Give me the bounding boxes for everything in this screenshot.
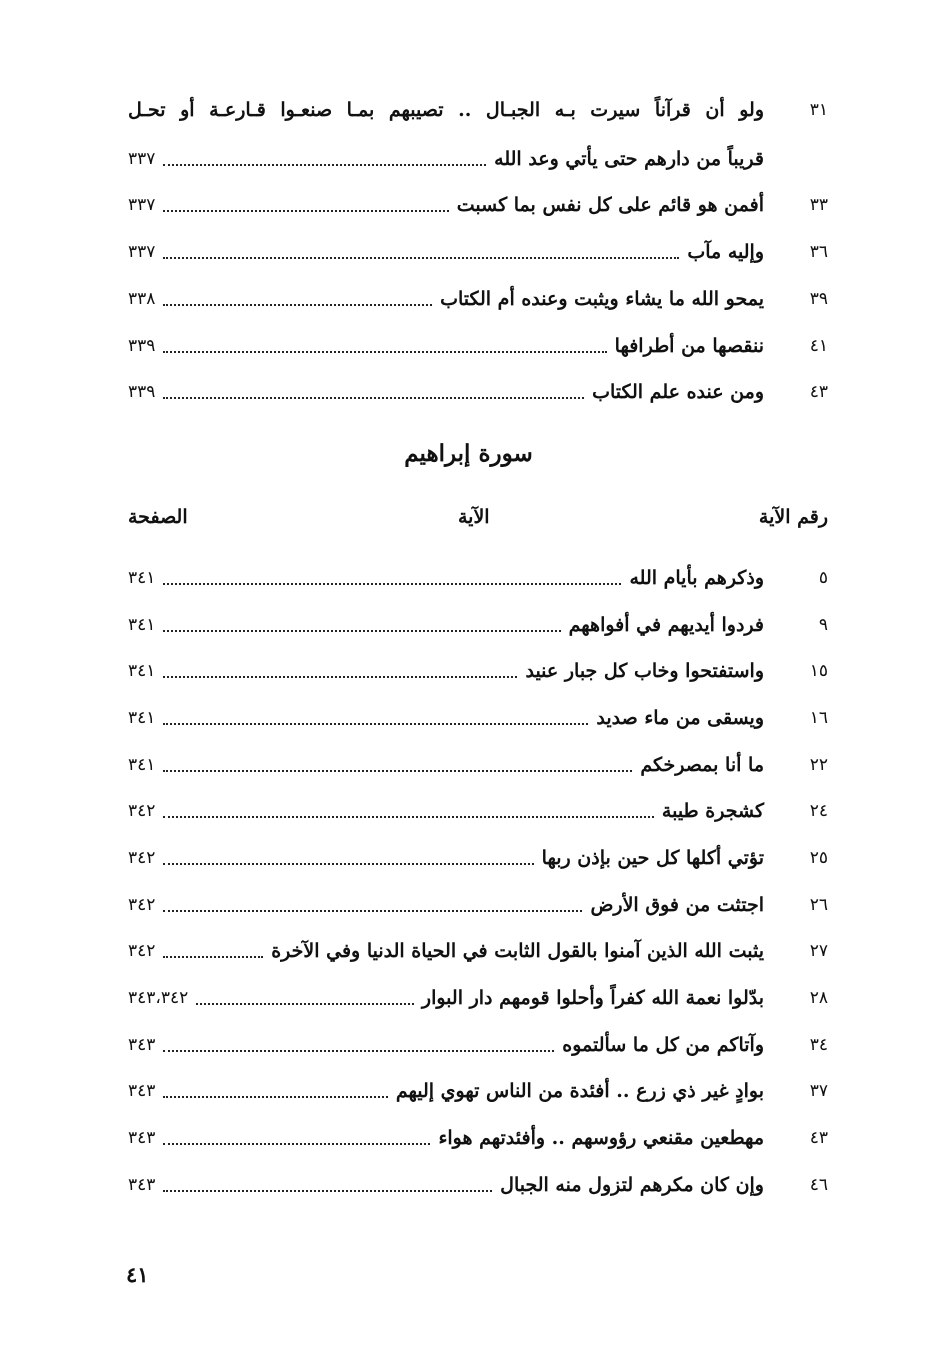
ayah-text: ما أنا بمصرخكم [640, 754, 764, 776]
ayah-text: اجتثت من فوق الأرض [590, 894, 764, 916]
page-number: ٤١ [126, 1262, 149, 1287]
index-entry [128, 605, 828, 645]
index-entry [128, 1071, 828, 1111]
leader-dots [163, 630, 560, 632]
leader-dots [163, 304, 432, 306]
index-entry [128, 931, 828, 971]
index-entry [128, 885, 828, 925]
index-entry [128, 978, 828, 1018]
page-reference: ٣٤١ [128, 615, 156, 635]
leader-dots [163, 257, 679, 259]
ayah-text: كشجرة طيبة [661, 800, 764, 822]
index-entry [128, 232, 828, 272]
page-reference: ٣٣٧ [128, 195, 156, 215]
page-reference: ٣٤١ [128, 661, 156, 681]
ayah-text: واستفتحوا وخاب كل جبار عنيد [525, 660, 764, 682]
ayah-text: أفمن هو قائم على كل نفس بما كسبت [456, 194, 764, 216]
ayah-number: ٤٣ [809, 382, 828, 402]
ayah-number: ٤٦ [809, 1175, 828, 1195]
page-reference: ٣٣٧ [128, 242, 156, 262]
page-reference: ٣٤٢ [128, 848, 156, 868]
leader-dots [196, 1003, 414, 1005]
page-reference: ٣٤٣ [128, 1081, 156, 1101]
leader-dots [163, 956, 263, 958]
page-reference: ٣٤٣ [128, 1175, 156, 1195]
page-reference: ٣٤٣ [128, 1035, 156, 1055]
ayah-text: وإن كان مكرهم لتزول منه الجبال [500, 1174, 764, 1196]
index-entry [128, 1025, 828, 1065]
leader-dots [163, 1190, 492, 1192]
ayah-text: مهطعين مقنعي رؤوسهم .. وأفئدتهم هواء [438, 1127, 764, 1149]
index-entry [128, 651, 828, 691]
ayah-number: ٢٦ [809, 895, 828, 915]
column-headers [128, 502, 828, 536]
index-entry [128, 279, 828, 319]
leader-dots [163, 863, 533, 865]
ayah-number: ٢٨ [809, 988, 828, 1008]
ayah-text: فردوا أيديهم في أفواههم [568, 614, 764, 636]
page-reference: ٣٤٣ [128, 1128, 156, 1148]
surah-title: سورة إبراهيم [404, 440, 533, 467]
ayah-text: بدّلوا نعمة الله كفراً وأحلوا قومهم دار البوار [421, 987, 764, 1009]
ayah-text: ولو أن قرآناً سيرت بـه الجبـال .. تصيبهم بمـا صنعـوا قـارعـة أو تحـل [128, 99, 764, 121]
leader-dots [163, 676, 517, 678]
ayah-number: ٢٥ [809, 848, 828, 868]
leader-dots [163, 1050, 554, 1052]
index-entry [128, 1165, 828, 1205]
ayah-number: ٣٦ [809, 242, 828, 262]
index-entry [128, 1118, 828, 1158]
ayah-number: ٣٣ [809, 195, 828, 215]
page-reference: ٣٣٨ [128, 289, 156, 309]
ayah-number: ٣٩ [809, 289, 828, 309]
ayah-text: وآتاكم من كل ما سألتموه [562, 1034, 764, 1056]
page-reference: ٣٤٢ [128, 941, 156, 961]
index-entry-continuation [128, 139, 828, 179]
ayah-text: بوادٍ غير ذي زرع .. أفئدة من الناس تهوي إليهم [395, 1080, 764, 1102]
ayah-text: يمحو الله ما يشاء ويثبت وعنده أم الكتاب [440, 288, 764, 310]
ayah-text: ومن عنده علم الكتاب [592, 381, 764, 403]
index-entry [128, 838, 828, 878]
leader-dots [163, 1096, 387, 1098]
page-reference: ٣٣٩ [128, 336, 156, 356]
index-entry [128, 90, 828, 130]
ayah-text: وذكرهم بأيام الله [629, 567, 764, 589]
index-entry [128, 558, 828, 598]
ayah-number: ٣٤ [809, 1035, 828, 1055]
ayah-number: ٢٤ [809, 801, 828, 821]
leader-dots [163, 770, 632, 772]
index-entry [128, 791, 828, 831]
leader-dots [163, 1143, 430, 1145]
ayah-text: تؤتي أكلها كل حين بإذن ربها [541, 847, 764, 869]
page-reference: ٣٤٢ [128, 895, 156, 915]
ayah-number: ١٥ [809, 661, 828, 681]
leader-dots [163, 397, 584, 399]
index-entry [128, 698, 828, 738]
ayah-number: ٥ [818, 568, 828, 588]
ayah-number: ٤٣ [809, 1128, 828, 1148]
ayah-number: ٤١ [809, 336, 828, 356]
page-reference: ٣٤٢ [128, 801, 156, 821]
index-entry [128, 185, 828, 225]
page-reference: ٣٣٧ [128, 149, 156, 169]
ayah-text: ننقصها من أطرافها [614, 335, 764, 357]
ayah-number: ٣١ [809, 100, 828, 120]
leader-dots [163, 583, 621, 585]
ayah-text: قريباً من دارهم حتى يأتي وعد الله [494, 148, 764, 170]
page-reference: ٣٤١ [128, 708, 156, 728]
leader-dots [163, 210, 448, 212]
index-entry [128, 372, 828, 412]
page-reference: ٣٣٩ [128, 382, 156, 402]
page-reference: ٣٤١ [128, 568, 156, 588]
ayah-text: يثبت الله الذين آمنوا بالقول الثابت في الحياة الدنيا وفي الآخرة [271, 940, 764, 962]
header-ayah-number: رقم الآية [758, 506, 828, 528]
leader-dots [163, 164, 486, 166]
index-entry [128, 326, 828, 366]
leader-dots [163, 351, 606, 353]
ayah-number: ٣٧ [809, 1081, 828, 1101]
leader-dots [163, 816, 654, 818]
page-reference: ٣٤١ [128, 755, 156, 775]
ayah-number: ١٦ [809, 708, 828, 728]
leader-dots [163, 910, 582, 912]
ayah-text: ويسقى من ماء صديد [596, 707, 764, 729]
ayah-number: ٢٢ [809, 755, 828, 775]
ayah-number: ٩ [818, 615, 828, 635]
header-ayah: الآية [458, 506, 490, 528]
ayah-number: ٢٧ [809, 941, 828, 961]
ayah-text: وإليه مآب [687, 241, 764, 263]
leader-dots [163, 723, 588, 725]
index-entry [128, 745, 828, 785]
header-page: الصفحة [128, 506, 188, 528]
page-reference: ٣٤٣،٣٤٢ [128, 988, 189, 1008]
